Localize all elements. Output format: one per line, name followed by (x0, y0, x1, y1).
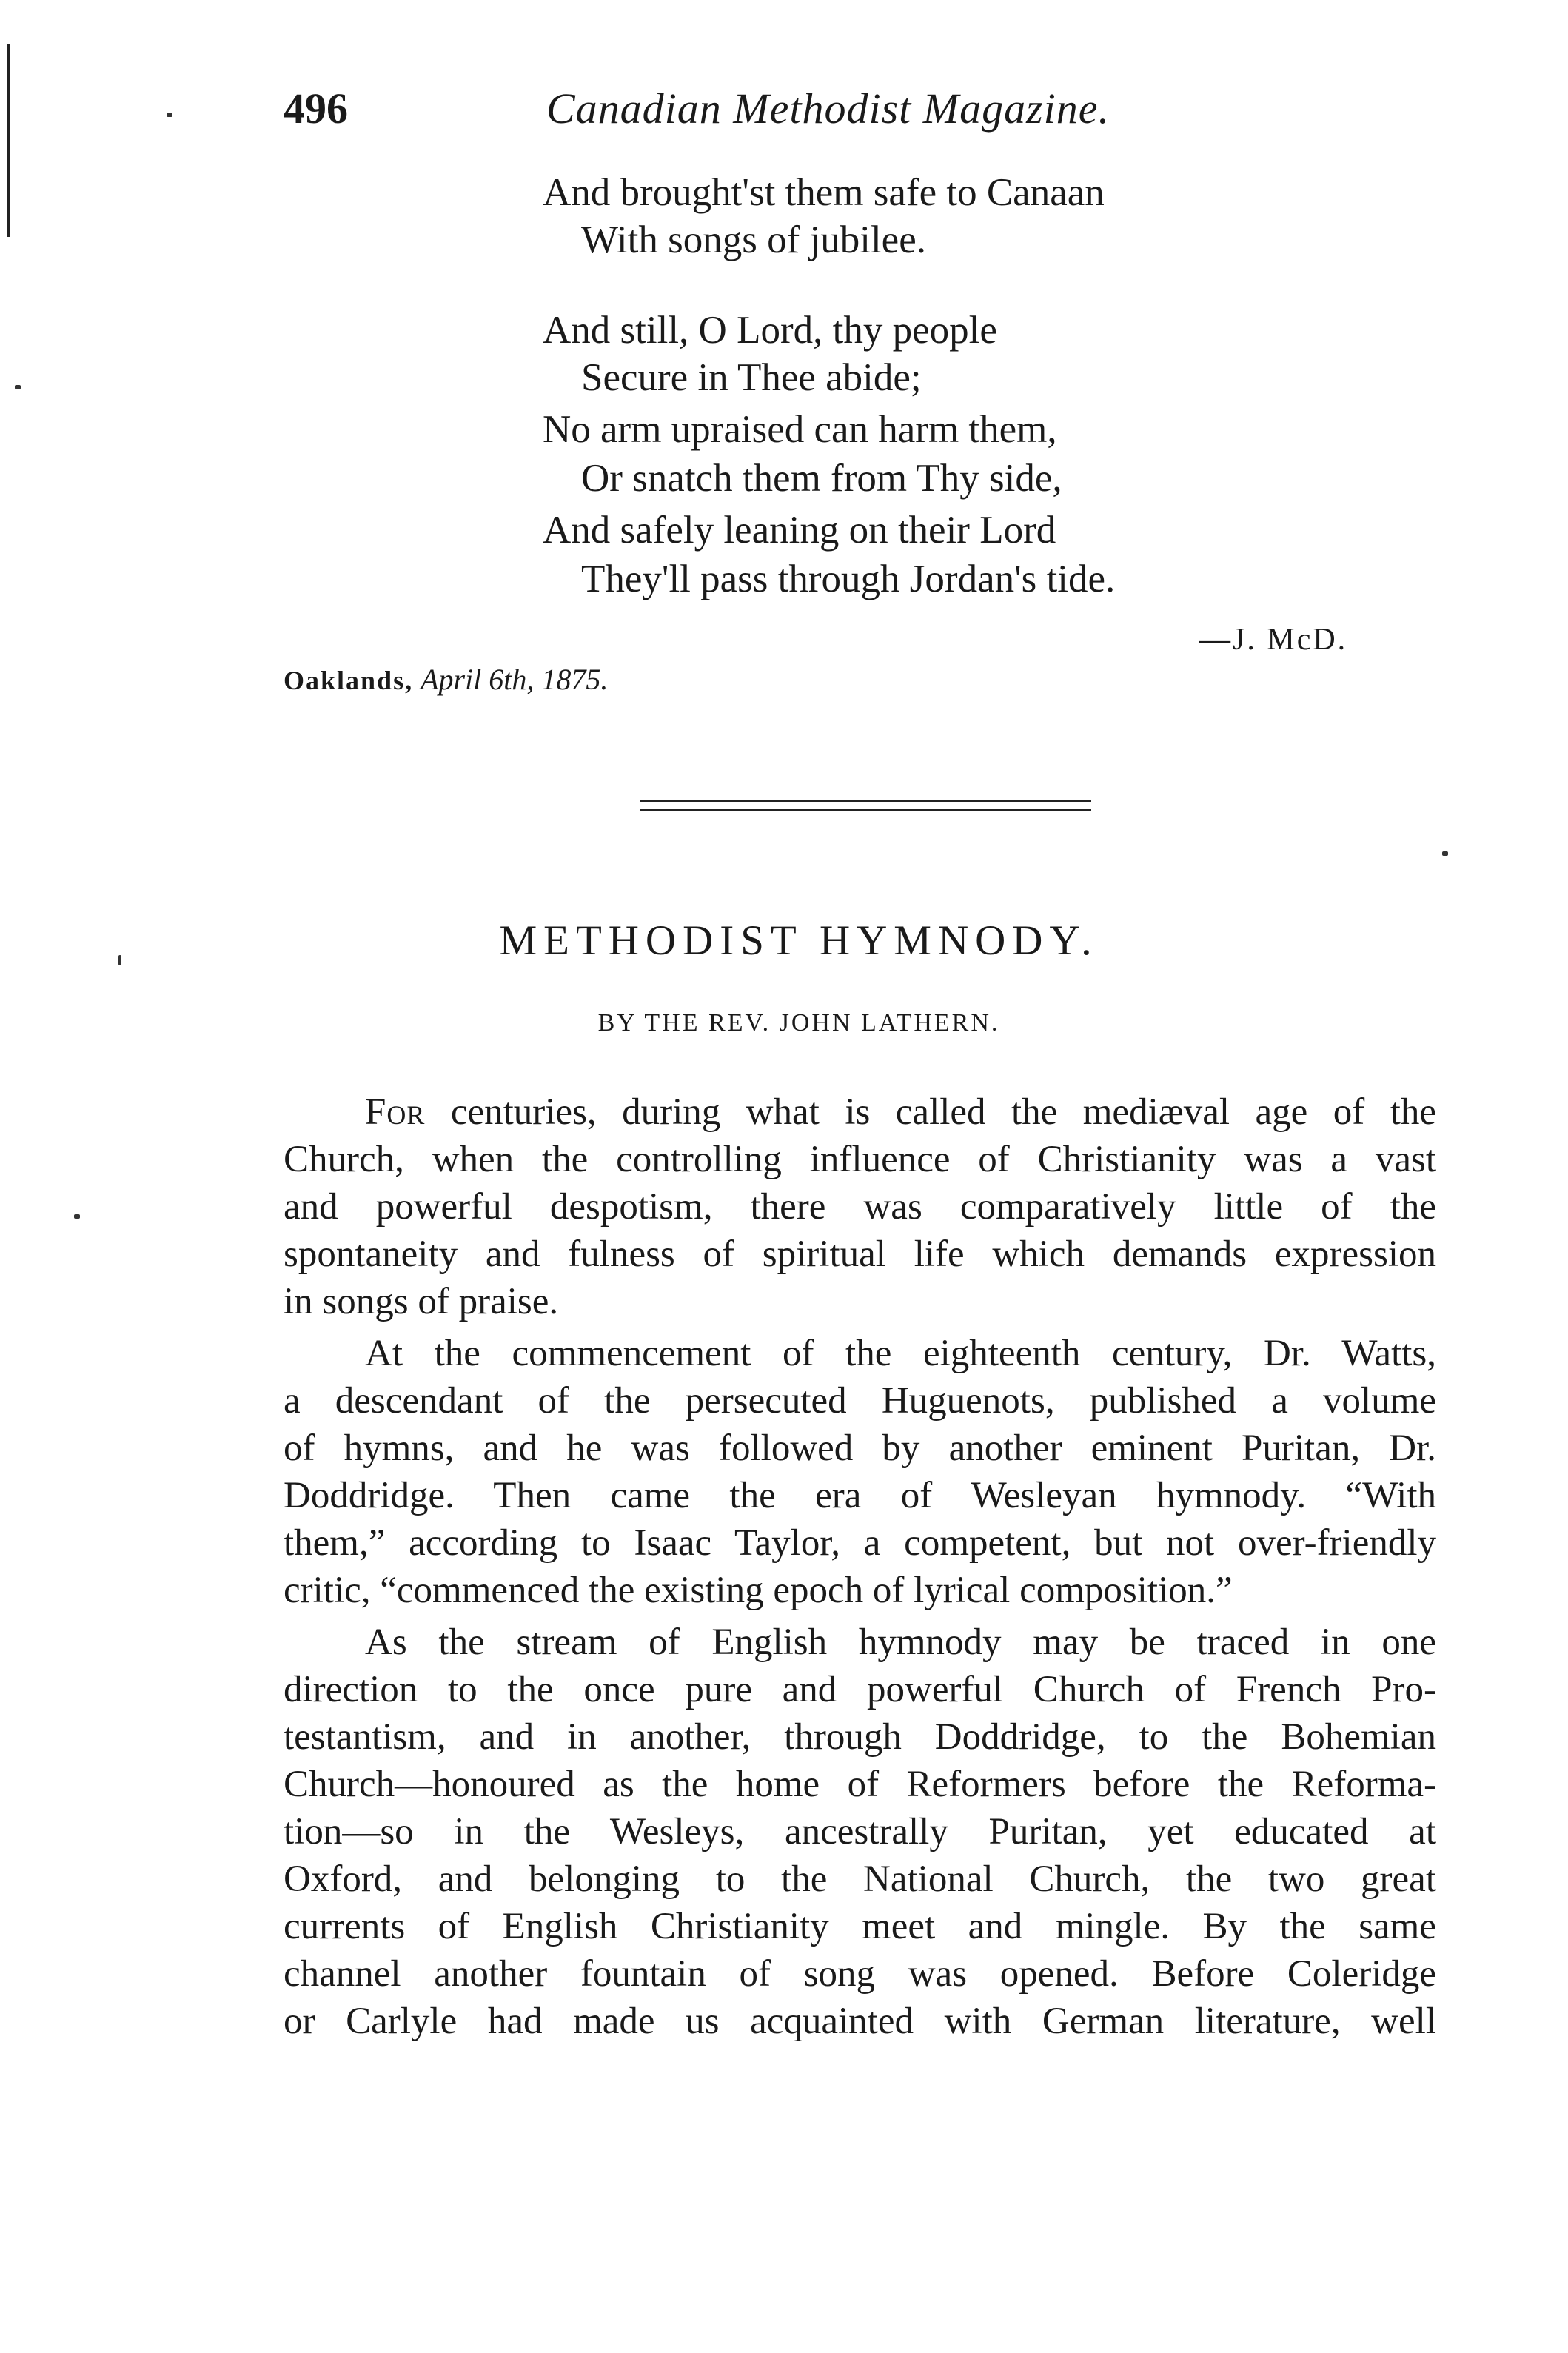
scan-speck (15, 385, 21, 389)
poem-line: Secure in Thee abide; (581, 356, 922, 399)
poem-line: Or snatch them from Thy side, (581, 457, 1062, 500)
section-divider-rule (640, 809, 1091, 811)
paragraph-line: and powerful despotism, there was comparatively little of the (284, 1186, 1436, 1228)
poem-place-date (284, 659, 608, 701)
poem-place: Oaklands, (284, 666, 414, 695)
poem-line: And brought'st them safe to Canaan (543, 171, 1105, 214)
article-title: METHODIST HYMNODY. (499, 917, 1099, 964)
scan-speck (74, 1214, 80, 1219)
poem-line: And still, O Lord, thy people (543, 309, 997, 352)
paragraph-line: Church, when the controlling influence of Christianity was a vast (284, 1139, 1436, 1180)
paragraph-line: them,” according to Isaac Taylor, a competent, but not over-friendly (284, 1522, 1436, 1564)
paragraph-line: For centuries, during what is called the mediæval age of the (365, 1091, 1436, 1133)
paragraph-line: testantism, and in another, through Doddridge, to the Bohemian (284, 1716, 1436, 1758)
paragraph-line: channel another fountain of song was opened. Before Coleridge (284, 1953, 1436, 1995)
paragraph-line: currents of English Christianity meet and mingle. By the same (284, 1906, 1436, 1947)
section-divider-rule (640, 800, 1091, 802)
paragraph-line: Doddridge. Then came the era of Wesleyan hymnody. “With (284, 1475, 1436, 1516)
poem-line: With songs of jubilee. (581, 218, 926, 261)
paragraph-line: critic, “commenced the existing epoch of lyrical composition.” (284, 1570, 1233, 1611)
poem-line: They'll pass through Jordan's tide. (581, 558, 1116, 600)
poem-line: No arm upraised can harm them, (543, 408, 1057, 451)
scan-speck (1442, 851, 1448, 856)
paragraph-line: Oxford, and belonging to the National Church, the two great (284, 1858, 1436, 1900)
paragraph-3 (284, 1619, 1436, 2045)
paragraph-line: At the commencement of the eighteenth century, Dr. Watts, (365, 1333, 1436, 1374)
scan-edge-line (7, 44, 10, 237)
poem-date: April 6th, 1875. (421, 663, 609, 696)
paragraph-line: in songs of praise. (284, 1281, 559, 1322)
paragraph-line: direction to the once pure and powerful Church of French Pro- (284, 1669, 1436, 1710)
paragraph-2 (284, 1330, 1436, 1614)
paragraph-line: spontaneity and fulness of spiritual life which demands expression (284, 1234, 1436, 1275)
paragraph-line: or Carlyle had made us acquainted with German literature, well (284, 2001, 1436, 2042)
scan-speck (167, 113, 172, 117)
running-title: Canadian Methodist Magazine. (546, 84, 1110, 133)
poem-line: And safely leaning on their Lord (543, 509, 1056, 552)
paragraph-line: of hymns, and he was followed by another eminent Puritan, Dr. (284, 1427, 1436, 1469)
paragraph-1 (284, 1088, 1436, 1325)
paragraph-line: tion—so in the Wesleys, ancestrally Puritan, yet educated at (284, 1811, 1436, 1852)
paragraph-line: As the stream of English hymnody may be traced in one (365, 1621, 1436, 1663)
article-byline: BY THE REV. JOHN LATHERN. (597, 1009, 1000, 1037)
paragraph-line: a descendant of the persecuted Huguenots, published a volume (284, 1380, 1436, 1422)
page-number: 496 (284, 84, 348, 133)
drop-word: For (365, 1091, 426, 1133)
poem-signature: —J. McD. (1199, 623, 1348, 657)
paragraph-line: Church—honoured as the home of Reformers before the Reforma- (284, 1764, 1436, 1805)
